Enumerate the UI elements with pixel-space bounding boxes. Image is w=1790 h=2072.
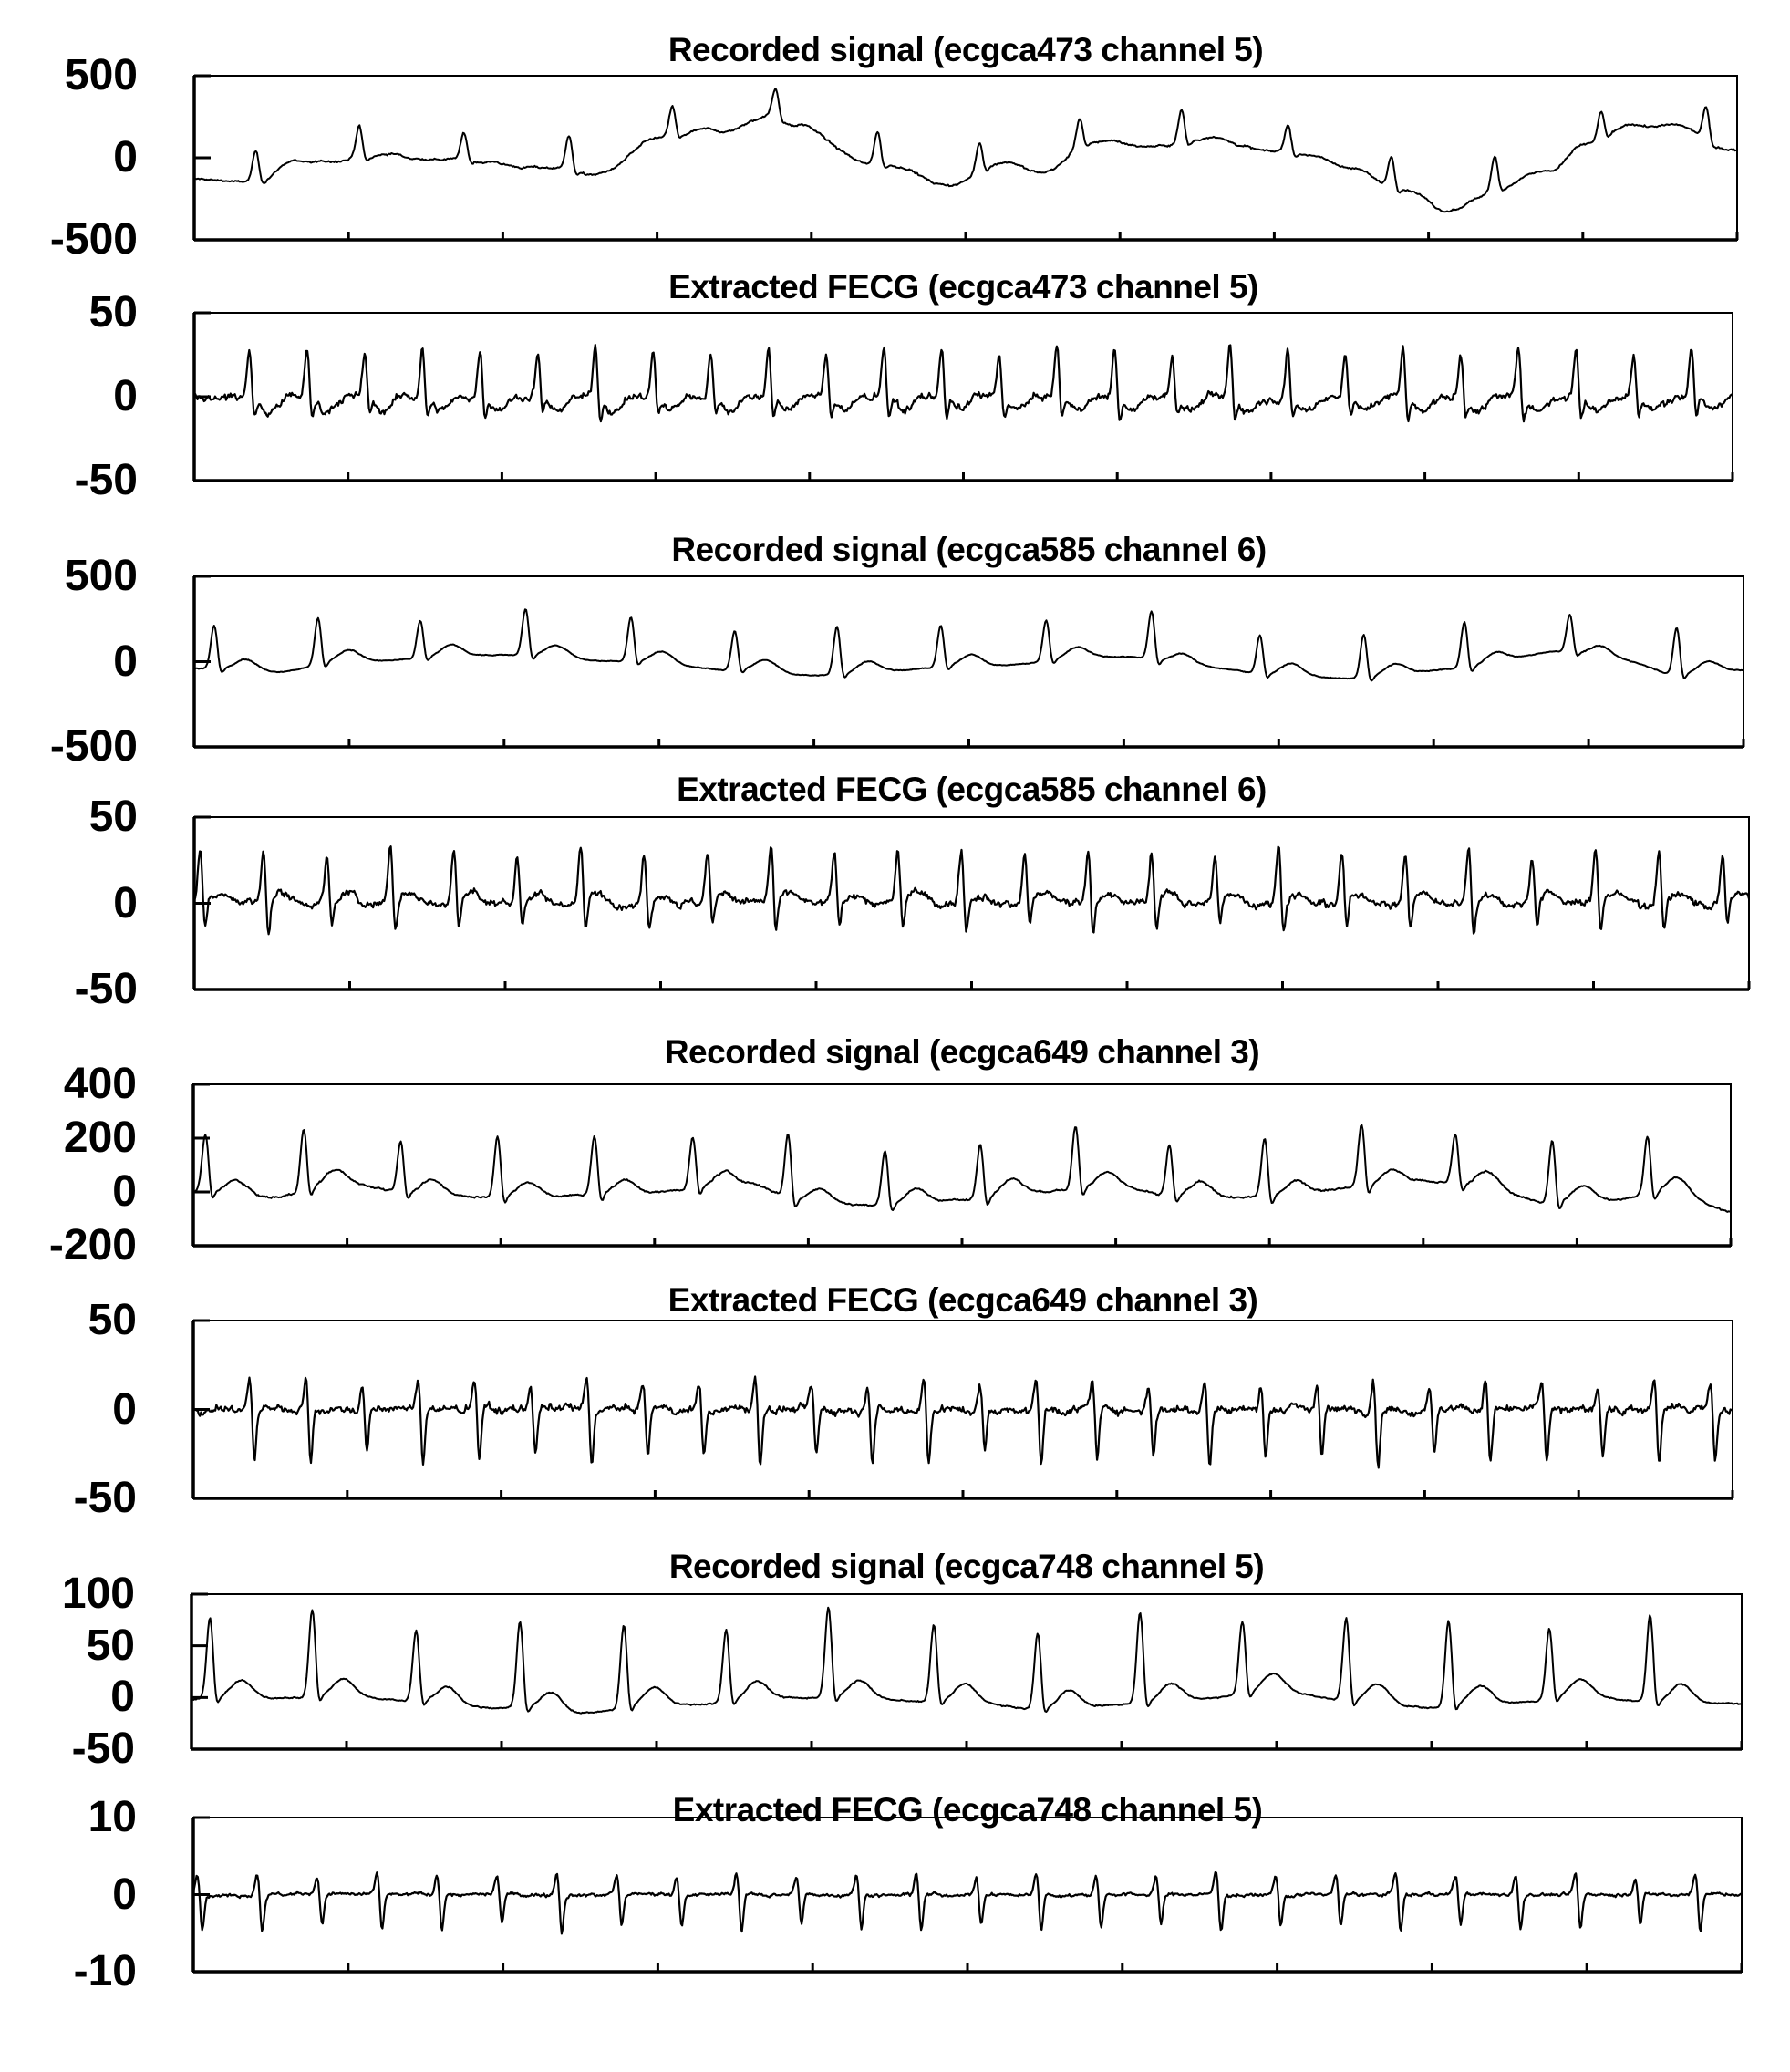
plot-area	[194, 76, 1737, 240]
signal-trace	[194, 609, 1743, 680]
panel-title: Recorded signal (ecgca473 channel 5)	[667, 31, 1264, 68]
y-tick-label: 50	[88, 793, 138, 841]
plot-area	[193, 1818, 1742, 1972]
y-tick-label: -500	[49, 722, 138, 771]
plot-area	[193, 1084, 1731, 1246]
y-tick-label: 0	[112, 1870, 137, 1919]
signal-trace	[194, 345, 1733, 421]
panel-title: Extracted FECG (ecgca748 channel 5)	[672, 1791, 1263, 1829]
signal-trace	[193, 1125, 1731, 1212]
y-tick-label: -50	[71, 1725, 135, 1773]
panel-title: Extracted FECG (ecgca649 channel 3)	[667, 1281, 1258, 1319]
plot-area	[194, 313, 1733, 481]
y-tick-label: -200	[48, 1221, 137, 1269]
plot-area	[194, 817, 1749, 989]
y-tick-label: 50	[88, 1296, 137, 1344]
panel-title: Recorded signal (ecgca748 channel 5)	[668, 1548, 1265, 1585]
y-tick-label: 0	[113, 878, 138, 927]
panel-title: Recorded signal (ecgca649 channel 3)	[664, 1033, 1260, 1071]
y-tick-label: 500	[64, 552, 138, 600]
signal-trace	[193, 1872, 1742, 1933]
panel-title: Recorded signal (ecgca585 channel 6)	[671, 531, 1267, 568]
plot-frame	[191, 1594, 1742, 1749]
y-tick-label: 200	[63, 1114, 137, 1162]
y-tick-label: 50	[86, 1621, 135, 1670]
y-tick-label: 0	[113, 637, 138, 686]
y-tick-label: -10	[73, 1947, 137, 1995]
plot-area	[194, 576, 1743, 747]
plot-frame	[194, 576, 1743, 747]
plot-frame	[194, 76, 1737, 240]
signal-trace	[194, 846, 1749, 934]
y-tick-label: 0	[112, 1384, 137, 1434]
y-tick-label: -50	[73, 1474, 137, 1522]
signal-trace	[191, 1608, 1742, 1714]
plot-frame	[193, 1084, 1731, 1246]
y-tick-label: -50	[74, 965, 138, 1013]
signal-trace	[194, 89, 1737, 212]
y-tick-label: -500	[49, 215, 138, 264]
y-tick-label: 400	[63, 1060, 137, 1108]
y-tick-label: 0	[113, 133, 138, 181]
y-tick-label: 0	[112, 1167, 137, 1216]
panel-title: Extracted FECG (ecgca473 channel 5)	[668, 268, 1258, 306]
panel-title: Extracted FECG (ecgca585 channel 6)	[677, 771, 1267, 808]
y-tick-label: 500	[64, 51, 138, 99]
plot-area	[193, 1321, 1733, 1498]
plot-area	[191, 1594, 1742, 1749]
y-tick-label: 50	[88, 288, 138, 337]
signal-trace	[193, 1377, 1733, 1468]
y-tick-label: 0	[110, 1673, 135, 1722]
y-tick-label: 10	[88, 1793, 137, 1841]
y-tick-label: -50	[74, 456, 138, 504]
y-tick-label: 100	[61, 1570, 135, 1618]
y-tick-label: 0	[113, 372, 138, 420]
